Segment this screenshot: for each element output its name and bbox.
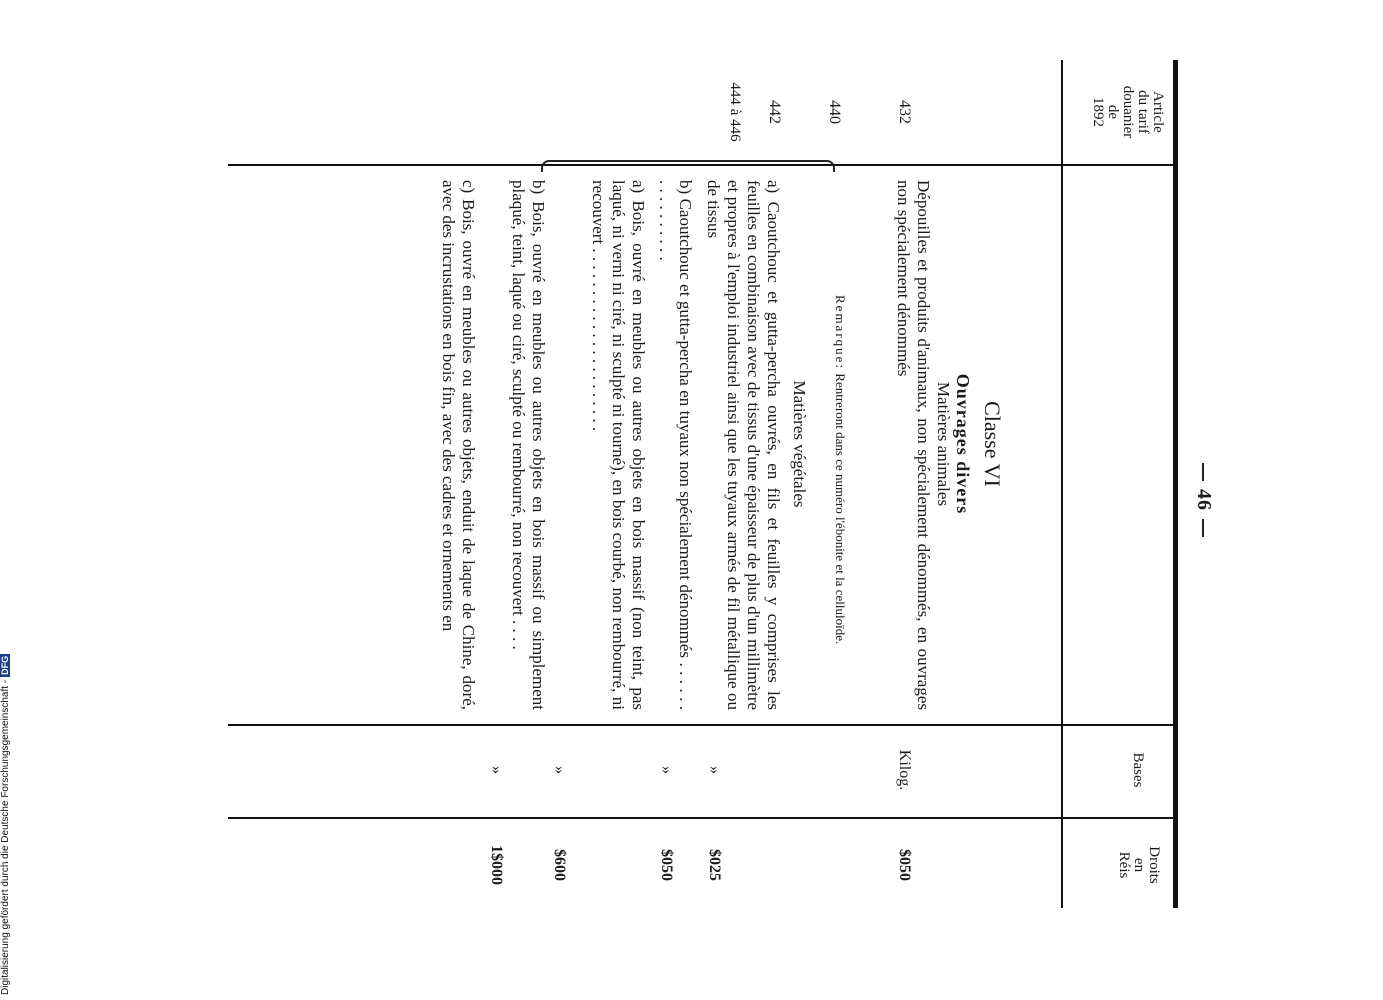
page-number: 46 bbox=[1192, 410, 1215, 590]
heading-animales: Matières animales bbox=[934, 381, 953, 507]
row-444a-droit: $600 bbox=[551, 849, 568, 881]
row-442b-base: » bbox=[658, 766, 675, 774]
header-droits: Droits en Réis bbox=[1116, 846, 1162, 884]
credit-text: Digitalisierung gefördert durch die Deutsche Forschungsgemeinschaft - bbox=[0, 679, 11, 995]
remark-440 bbox=[832, 295, 848, 705]
header-bottom-rule bbox=[1061, 60, 1063, 908]
row-442a-base: » bbox=[706, 766, 723, 774]
remark-text: Rentreront dans ce numéro l'ébonite et la celluloïde. bbox=[833, 373, 848, 645]
droits-column-divider bbox=[228, 817, 1178, 819]
article-440: 440 bbox=[826, 100, 843, 124]
remark-label: Remarque: bbox=[833, 295, 848, 371]
row-442b-text: b) Caoutchouc et gutta-percha en tuyaux non spécialement dénommés . . . . . . . . . . . . . . . . bbox=[656, 180, 695, 710]
article-444-446: 444 à 446 bbox=[727, 82, 743, 142]
dfg-credit bbox=[0, 595, 11, 995]
row-444a-base: » bbox=[551, 766, 568, 774]
table-top-rule bbox=[1173, 60, 1178, 908]
heading-ouvrages: Ouvrages divers bbox=[953, 373, 973, 515]
row-444a-text: a) Bois, ouvré en meubles ou autres objets en bois massif (non teint, pas laqué, ni verni ni ciré, ni sculpté ni tourné), en bois courbé, non rembourré, ni recouvert . . . . . . . . . . . . . . . . . . . . . . bbox=[589, 180, 648, 710]
header-bases: Bases bbox=[1130, 752, 1146, 788]
row-442b-droit: $050 bbox=[658, 849, 675, 881]
article-432: 432 bbox=[896, 100, 913, 124]
row-444b-droit: 1$000 bbox=[488, 845, 505, 885]
header-article: Article du tarif douanier de 1892 bbox=[1090, 85, 1166, 139]
article-brace bbox=[541, 160, 835, 172]
row-442a-text: a) Caoutchouc et gutta-percha ouvrés, en fils et feuilles y comprises les feuilles en combinaison avec de tissus d'une épaisseur de plus d'un millimètre et propres à l'emploi industriel ainsi que les tuyaux armés de fil métallique ou de tissus bbox=[704, 180, 783, 710]
bases-column-divider bbox=[228, 724, 1178, 726]
heading-classe: Classe VI bbox=[980, 401, 1005, 487]
heading-vegetales: Matières végétales bbox=[790, 380, 809, 508]
tariff-page bbox=[0, 60, 1383, 885]
row-432-droit: $050 bbox=[896, 849, 913, 881]
article-442: 442 bbox=[766, 100, 783, 124]
row-444b-text: b) Bois, ouvré en meubles ou autres objets en bois massif ou simplement plaqué, teint, laqué ou ciré, sculpté ou rembourré, non recouvert . . . . bbox=[509, 180, 548, 710]
row-444c-text: c) Bois, ouvré en meubles ou autres objets, enduit de laque de Chine, doré, avec des incrustations en bois fin, avec des cadres et ornements en bbox=[439, 180, 478, 710]
dfg-logo: DFG bbox=[0, 655, 10, 675]
row-444b-base: » bbox=[488, 766, 505, 774]
row-432-base: Kilog. bbox=[896, 749, 913, 791]
row-432-text: Dépouilles et produits d'animaux, non spécialement dénommés, en ouvrages non spécialement dénommés bbox=[894, 180, 933, 710]
row-442a-droit: $025 bbox=[706, 849, 723, 881]
